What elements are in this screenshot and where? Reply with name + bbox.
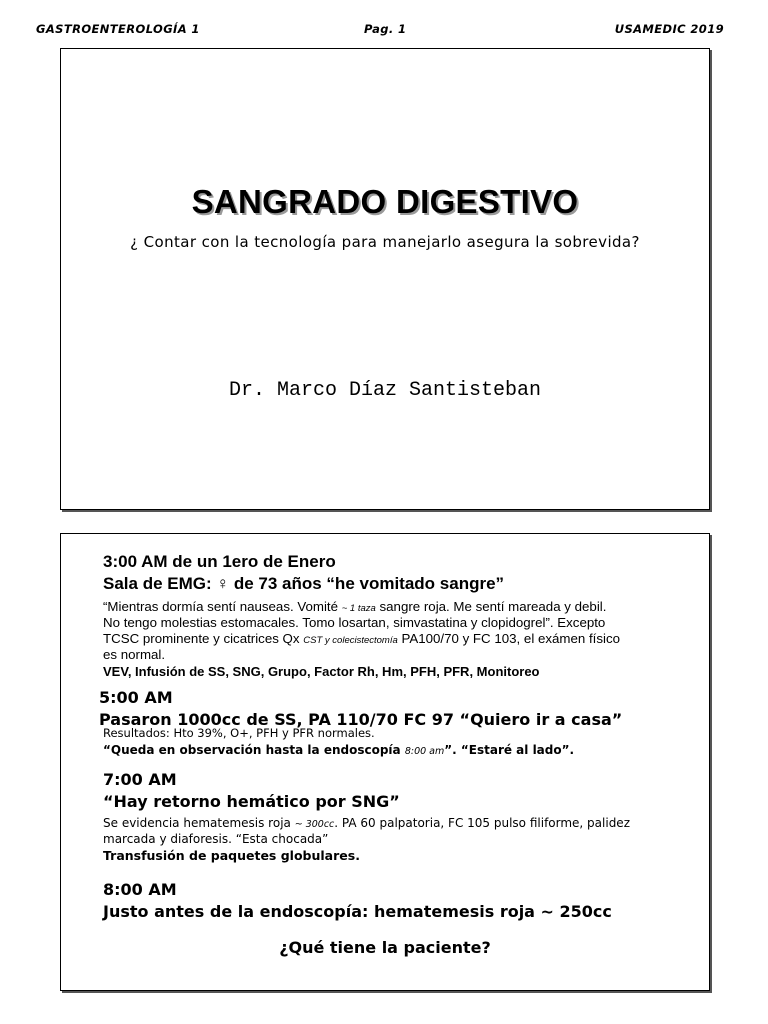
case-slide bbox=[60, 533, 710, 991]
slide-subtitle: ¿ Contar con la tecnología para manejarlo asegura la sobrevida? bbox=[130, 233, 640, 251]
case-history-line2: No tengo molestias estomacales. Tomo losartan, simvastatina y clopidogrel”. Excepto bbox=[103, 615, 606, 630]
header-page-number: Pag. 1 bbox=[364, 22, 407, 36]
case-history-line1: “Mientras dormía sentí nauseas. Vomité ~ 1 taza sangre roja. Me sentí mareada y debil. bbox=[103, 599, 607, 614]
case-7am-findings-line2: marcada y diaforesis. “Esta chocada” bbox=[103, 832, 329, 846]
slide-title: SANGRADO DIGESTIVO bbox=[191, 183, 579, 220]
case-5am-observation: “Queda en observación hasta la endoscopía 8:00 am”. “Estaré al lado”. bbox=[103, 743, 575, 757]
slide-author: Dr. Marco Díaz Santisteban bbox=[228, 379, 542, 402]
case-7am-findings-line1: Se evidencia hematemesis roja ~ 300cc. PA 60 palpatoria, FC 105 pulso filiforme, palidez bbox=[103, 816, 630, 830]
case-time-3am: 3:00 AM de un 1ero de Enero bbox=[103, 552, 336, 571]
header-course: GASTROENTEROLOGÍA 1 bbox=[36, 22, 200, 36]
case-history-line3: TCSC prominente y cicatrices Qx CST y colecistectomía PA100/70 y FC 103, el exámen físico bbox=[103, 631, 620, 646]
case-7am-status: “Hay retorno hemático por SNG” bbox=[103, 792, 400, 811]
case-time-7am: 7:00 AM bbox=[103, 770, 177, 789]
case-question: ¿Qué tiene la paciente? bbox=[279, 938, 491, 957]
case-5am-results: Resultados: Hto 39%, O+, PFH y PFR normales. bbox=[103, 726, 375, 740]
title-slide bbox=[60, 48, 710, 510]
case-time-8am: 8:00 AM bbox=[103, 880, 177, 899]
case-7am-transfusion: Transfusión de paquetes globulares. bbox=[103, 848, 360, 863]
case-emergency-room: Sala de EMG: ♀ de 73 años “he vomitado sangre” bbox=[103, 574, 505, 593]
case-5am-status: Pasaron 1000cc de SS, PA 110/70 FC 97 “Quiero ir a casa” bbox=[99, 710, 623, 729]
case-8am-status: Justo antes de la endoscopía: hematemesis roja ~ 250cc bbox=[103, 902, 612, 921]
case-initial-actions: VEV, Infusión de SS, SNG, Grupo, Factor Rh, Hm, PFH, PFR, Monitoreo bbox=[103, 664, 540, 679]
case-history-line4: es normal. bbox=[103, 647, 166, 662]
header-publisher: USAMEDIC 2019 bbox=[614, 22, 724, 36]
case-time-5am: 5:00 AM bbox=[99, 688, 173, 707]
